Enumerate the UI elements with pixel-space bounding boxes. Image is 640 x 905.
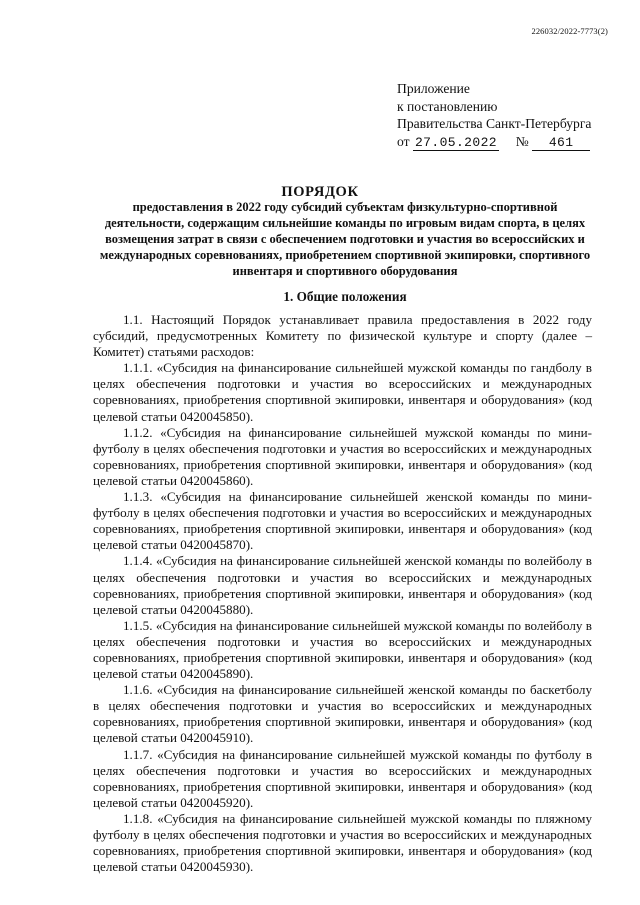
date-prefix: от — [397, 133, 410, 149]
paragraph-1-1-8: 1.1.8. «Субсидия на финансирование сильнейшей мужской команды по пляжному футболу в целях обеспечения подготовки и участия во всероссийских и международных соревнованиях, приобретения спортивной экипировки, инвентаря и оборудования» (код целевой статьи 0420045930). — [93, 810, 592, 875]
paragraph-1-1-3: 1.1.3. «Субсидия на финансирование сильнейшей женской команды по мини-футболу в целях обеспечения подготовки и участия во всероссийских и международных соревнованиях, приобретения спортивной экипировки, инвентаря и оборудования» (код целевой статьи 0420045870). — [93, 489, 592, 553]
paragraph-1-1: 1.1. Настоящий Порядок устанавливает правила предоставления в 2022 году субсидий, предусмотренных Комитету по физической культуре и спорту (далее – Комитет) статьями расходов: — [93, 312, 592, 360]
annex-line-3: Правительства Санкт-Петербурга — [397, 116, 592, 131]
section-heading: 1. Общие положения — [283, 289, 407, 304]
document-title: ПОРЯДОК — [281, 184, 359, 200]
number-prefix: № — [515, 133, 529, 149]
number-value: 461 — [532, 136, 590, 151]
paragraph-1-1-4: 1.1.4. «Субсидия на финансирование сильнейшей женской команды по волейболу в целях обеспечения подготовки и участия во всероссийских и международных соревнованиях, приобретения спортивной экипировки, инвентаря и оборудования» (код целевой статьи 0420045880). — [93, 553, 592, 617]
paragraph-1-1-5: 1.1.5. «Субсидия на финансирование сильнейшей мужской команды по волейболу в целях обеспечения подготовки и участия во всероссийских и международных соревнованиях, приобретения спортивной экипировки, инвентаря и оборудования» (код целевой статьи 0420045890). — [93, 617, 592, 682]
paragraph-1-1-7: 1.1.7. «Субсидия на финансирование сильнейшей мужской команды по футболу в целях обеспечения подготовки и участия во всероссийских и международных соревнованиях, приобретения спортивной экипировки, инвентаря и оборудования» (код целевой статьи 0420045920). — [93, 746, 592, 810]
date-value: 27.05.2022 — [414, 134, 497, 150]
document-subtitle: предоставления в 2022 году субсидий субъектам физкультурно-спортивной деятельности, содержащим сильнейшие команды по игровым видам спорта, в целях возмещения затрат в связи с обеспечением подготовки и участия во всероссийских и международных соревнованиях, приобретением спортивной экипировки, спортивного инвентаря и спортивного оборудования — [99, 200, 591, 278]
annex-line-2: к постановлению — [397, 98, 498, 114]
paragraph-1-1-6: 1.1.6. «Субсидия на финансирование сильнейшей женской команды по баскетболу в целях обеспечения подготовки и участия во всероссийских и международных соревнованиях, приобретения спортивной экипировки, инвентаря и оборудования» (код целевой статьи 0420045910). — [93, 682, 592, 746]
annex-line-1: Приложение — [397, 81, 470, 96]
annex-date-line — [397, 133, 591, 151]
document-body — [93, 312, 592, 875]
paragraph-1-1-2: 1.1.2. «Субсидия на финансирование сильнейшей мужской команды по мини-футболу в целях обеспечения подготовки и участия во всероссийских и международных соревнованиях, приобретения спортивной экипировки, инвентаря и оборудования» (код целевой статьи 0420045860). — [93, 424, 592, 488]
annex-block — [397, 80, 591, 151]
document-number: 226032/2022-7773(2) — [531, 26, 608, 36]
paragraph-1-1-1: 1.1.1. «Субсидия на финансирование сильнейшей мужской команды по гандболу в целях обеспечения подготовки и участия во всероссийских и международных соревнованиях, приобретения спортивной экипировки, инвентаря и оборудования» (код целевой статьи 0420045850). — [93, 360, 592, 424]
